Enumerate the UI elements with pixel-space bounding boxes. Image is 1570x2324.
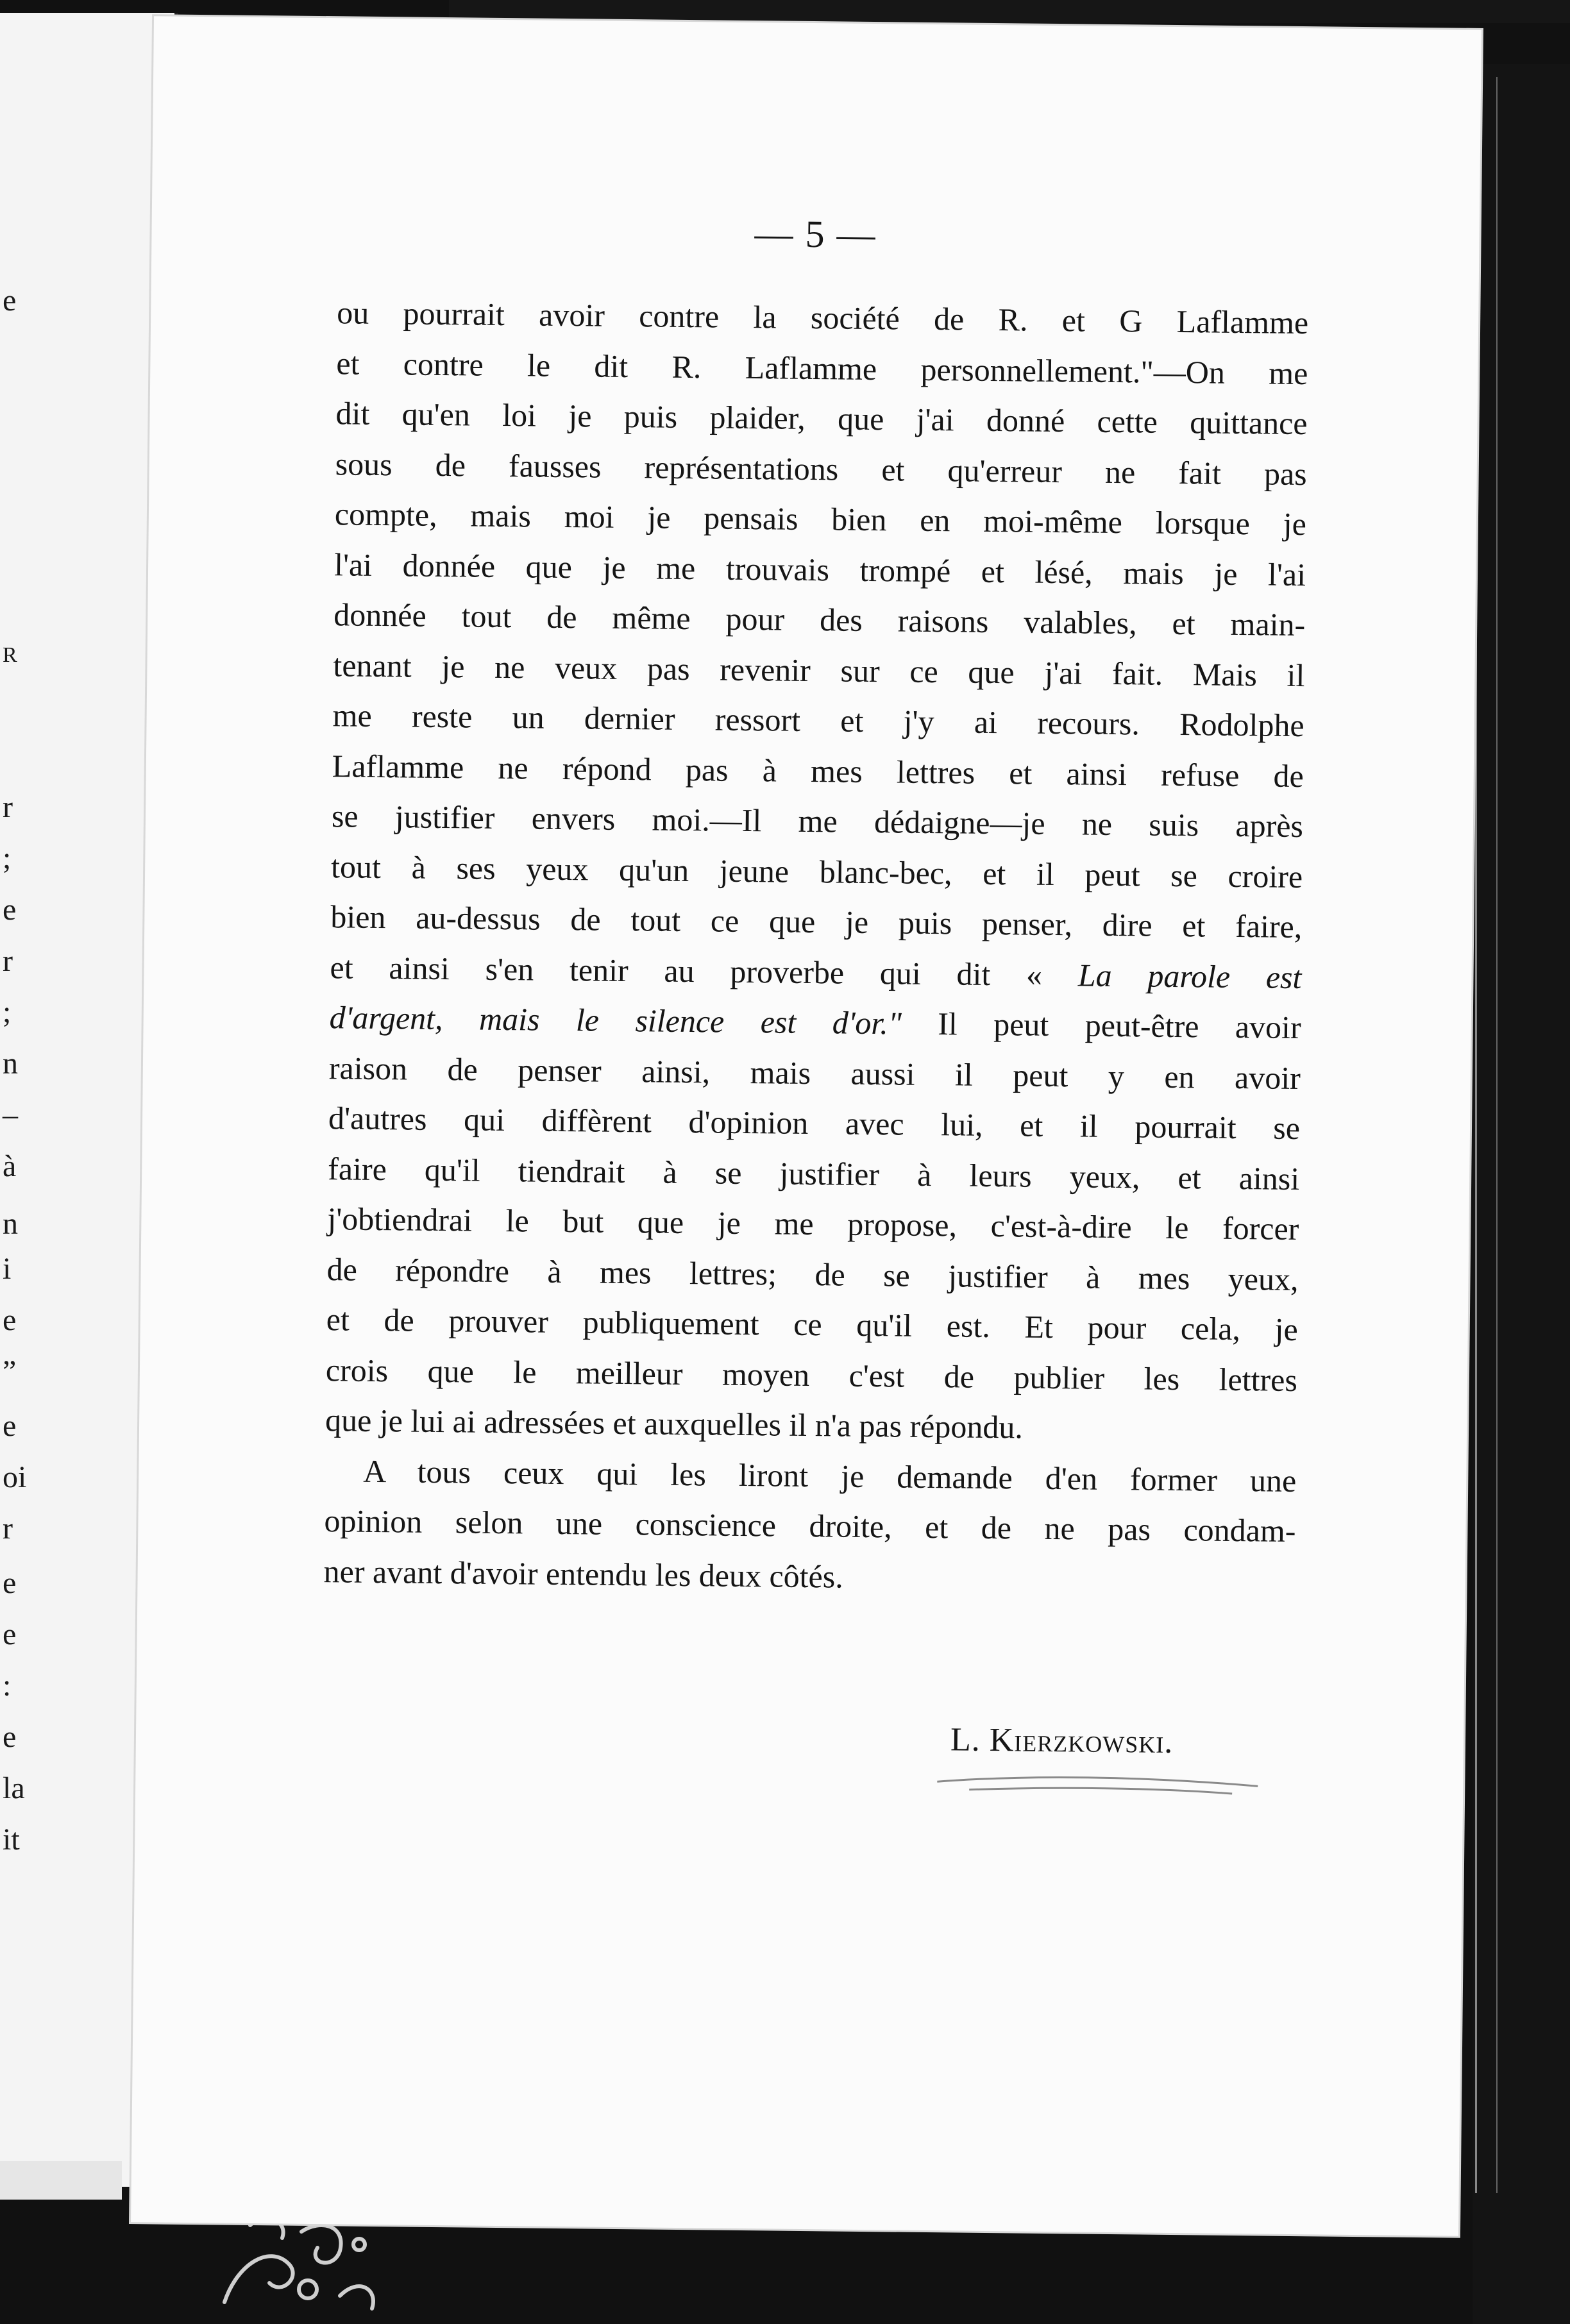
margin-fragment: oi [3, 1460, 27, 1494]
text-line: et de prouver publiquement ce qu'il est. Et pour cela, je [326, 1301, 1299, 1348]
text-line: de répondre à mes lettres; de se justifier à mes yeux, [326, 1250, 1299, 1297]
text-line: A tous ceux qui les liront je demande d'en former une [363, 1453, 1297, 1499]
margin-fragment: ; [3, 841, 12, 875]
margin-fragment: : [3, 1669, 12, 1703]
margin-fragment: n [3, 1047, 18, 1081]
author-signature: L. Kierzkowski. [950, 1721, 1174, 1761]
margin-fragment: e [3, 893, 17, 927]
text-line: que je lui ai adressées et auxquelles il n'a pas répondu. [325, 1402, 1024, 1445]
margin-fragment: e [3, 1566, 17, 1600]
margin-fragment: ” [3, 1354, 17, 1388]
text-line: ner avant d'avoir entendu les deux côtés. [323, 1553, 844, 1595]
margin-fragment: r [3, 790, 13, 824]
top-shadow-strip [449, 0, 1570, 23]
margin-fragment: e [3, 1720, 17, 1754]
margin-fragment: r [3, 1511, 13, 1545]
proverb-italic: La parole est [1077, 956, 1302, 995]
text-line: compte, mais moi je pensais bien en moi-même lorsque je [334, 496, 1307, 543]
text-line: raison de penser ainsi, mais aussi il peut y en avoir [328, 1049, 1301, 1096]
page-number: — 5 — [754, 212, 877, 257]
margin-fragment: à [3, 1149, 17, 1183]
text-line: tenant je ne veux pas revenir sur ce que j'ai fait. Mais il [333, 646, 1305, 693]
text-line: et contre le dit R. Laflamme personnellement."—On me [336, 344, 1308, 391]
left-page-bottom-strip [0, 2161, 122, 2200]
text-line: bien au-dessus de tout ce que je puis penser, dire et faire, [330, 898, 1303, 945]
margin-fragment: – [3, 1098, 18, 1132]
text-line: d'autres qui diffèrent d'opinion avec lui, et il pourrait se [328, 1100, 1301, 1147]
text-line: j'obtiendrai le but que je me propose, c'est-à-dire le forcer [327, 1200, 1299, 1247]
margin-fragment: e [3, 1303, 17, 1337]
margin-fragment: n [3, 1207, 18, 1241]
text-line: faire qu'il tiendrait à se justifier à leurs yeux, et ainsi [327, 1150, 1300, 1197]
text-line: se justifier envers moi.—Il me dédaigne—je ne suis après [331, 798, 1304, 845]
text-line: tout à ses yeux qu'un jeune blanc-bec, et il peut se croire [330, 848, 1303, 895]
book-page [131, 16, 1481, 2236]
margin-fragment: R [3, 643, 17, 667]
proverb-italic: d'argent, mais le silence est d'or." [329, 999, 902, 1041]
text-line: crois que le meilleur moyen c'est de publier les lettres [325, 1351, 1298, 1398]
page-stack-edge [1475, 77, 1498, 2193]
page-body [323, 287, 1308, 1606]
margin-fragment: e [3, 1617, 17, 1651]
text-line: et ainsi s'en tenir au proverbe qui dit « La parole est [330, 948, 1302, 995]
text-line: dit qu'en loi je puis plaider, que j'ai donné cette quittance [335, 395, 1308, 442]
text-line-italic: d'argent, mais le silence est d'or." Il peut peut-être avoir [329, 999, 1301, 1046]
signature-flourish [931, 1769, 1265, 1810]
margin-fragment: i [3, 1252, 12, 1286]
margin-fragment: ; [3, 995, 12, 1029]
margin-fragment: it [3, 1823, 20, 1857]
text-line: ou pourrait avoir contre la société de R. et G Laflamme [336, 294, 1309, 341]
text-line: donnée tout de même pour des raisons valables, et main- [333, 596, 1306, 643]
margin-fragment: r [3, 944, 13, 978]
text-line: me reste un dernier ressort et j'y ai recours. Rodolphe [332, 697, 1304, 744]
margin-fragment: e [3, 283, 17, 317]
text-line: opinion selon une conscience droite, et de ne pas condam- [324, 1503, 1296, 1549]
margin-fragment: e [3, 1409, 17, 1443]
text-line: l'ai donnée que je me trouvais trompé et lésé, mais je l'ai [333, 546, 1306, 593]
margin-fragment: la [3, 1771, 25, 1805]
text-line: sous de fausses représentations et qu'erreur ne fait pas [335, 445, 1307, 492]
text-line: Laflamme ne répond pas à mes lettres et ainsi refuse de [332, 747, 1304, 794]
